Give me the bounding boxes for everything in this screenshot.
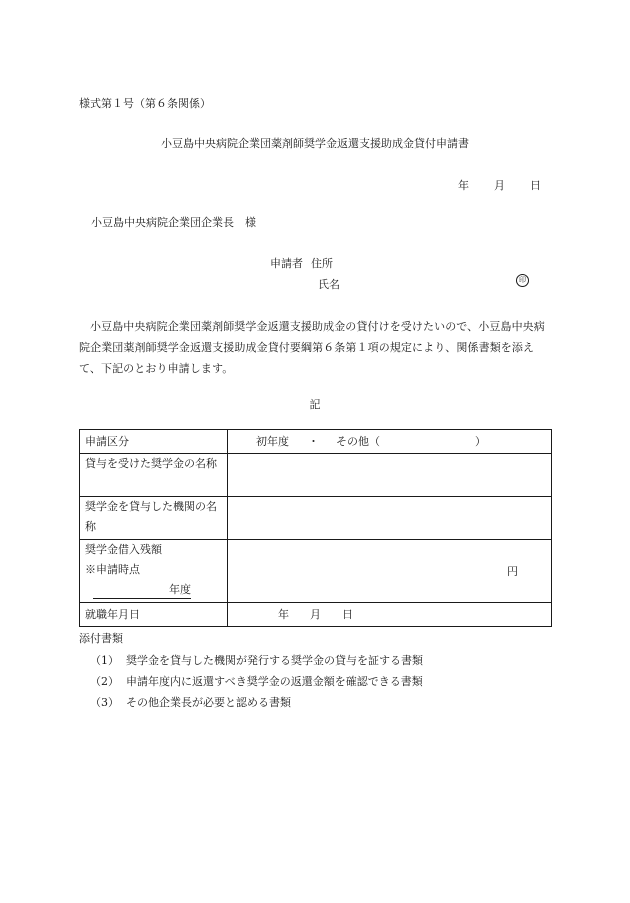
attachment-item <box>90 673 423 689</box>
table-row-lender <box>80 497 552 540</box>
table-row-employment <box>80 603 552 627</box>
option-separator: ・ <box>308 434 319 448</box>
attachment-number: （3） <box>90 696 119 709</box>
scholarship-name-field[interactable] <box>228 454 552 497</box>
balance-label-cell <box>80 540 228 603</box>
category-label: 申請区分 <box>80 430 228 454</box>
document-title: 小豆島中央病院企業団薬剤師奨学金返還支援助成金貸付申請書 <box>161 137 469 150</box>
balance-label: 奨学金借入残額 <box>85 543 162 556</box>
attachment-number: （2） <box>90 675 119 688</box>
seal-icon: 印 <box>516 274 529 287</box>
lender-name-field[interactable] <box>228 497 552 540</box>
table-row-balance <box>80 540 552 603</box>
date-year-label: 年 <box>458 179 469 192</box>
table-row-category <box>80 430 552 454</box>
applicant-label: 申請者 <box>270 257 303 270</box>
option-other[interactable]: その他（ <box>336 434 380 448</box>
address-label: 住所 <box>311 257 333 270</box>
addressee: 小豆島中央病院企業団企業長 様 <box>91 216 256 229</box>
ki-heading: 記 <box>309 398 321 411</box>
application-statement-text: 小豆島中央病院企業団薬剤師奨学金返還支援助成金の貸付けを受けたいので、小豆島中央病院企業団薬剤師奨学金返還支援助成金貸付要綱第６条第１項の規定により、関係書類を添えて、下記のとおり申請します。 <box>79 320 545 375</box>
lender-name-label: 奨学金を貸与した機関の名称 <box>80 497 228 540</box>
form-number-label: 様式第１号（第６条関係） <box>79 97 211 110</box>
fiscal-year-field[interactable]: 年度 <box>93 582 191 599</box>
attachment-number: （1） <box>90 654 119 667</box>
scholarship-name-label: 貸与を受けた奨学金の名称 <box>80 454 228 497</box>
yen-unit: 円 <box>507 565 518 578</box>
applicant-name-row <box>318 276 340 292</box>
application-details-table <box>79 429 552 627</box>
date-line <box>458 177 541 193</box>
employment-day-label: 日 <box>342 607 353 621</box>
date-month-label: 月 <box>494 179 505 192</box>
applicant-address-row <box>270 255 333 271</box>
table-row-scholarship <box>80 454 552 497</box>
date-day-label: 日 <box>530 179 541 192</box>
category-options <box>228 430 552 454</box>
option-other-close: ） <box>475 434 486 448</box>
employment-date-label: 就職年月日 <box>80 603 228 627</box>
balance-timing-note: ※申請時点 <box>85 563 140 576</box>
application-statement <box>79 316 555 379</box>
attachment-item <box>90 652 423 668</box>
name-label: 氏名 <box>318 278 340 291</box>
attachments-heading: 添付書類 <box>79 632 123 645</box>
balance-amount-field[interactable] <box>228 540 552 603</box>
attachment-item <box>90 694 291 710</box>
attachment-text: その他企業長が必要と認める書類 <box>126 696 291 709</box>
option-first-year[interactable]: 初年度 <box>256 434 289 448</box>
employment-month-label: 月 <box>310 607 321 621</box>
employment-year-label: 年 <box>278 607 289 621</box>
employment-date-field[interactable] <box>228 603 552 627</box>
attachment-text: 奨学金を貸与した機関が発行する奨学金の貸与を証する書類 <box>126 654 423 667</box>
attachment-text: 申請年度内に返還すべき奨学金の返還金額を確認できる書類 <box>126 675 423 688</box>
